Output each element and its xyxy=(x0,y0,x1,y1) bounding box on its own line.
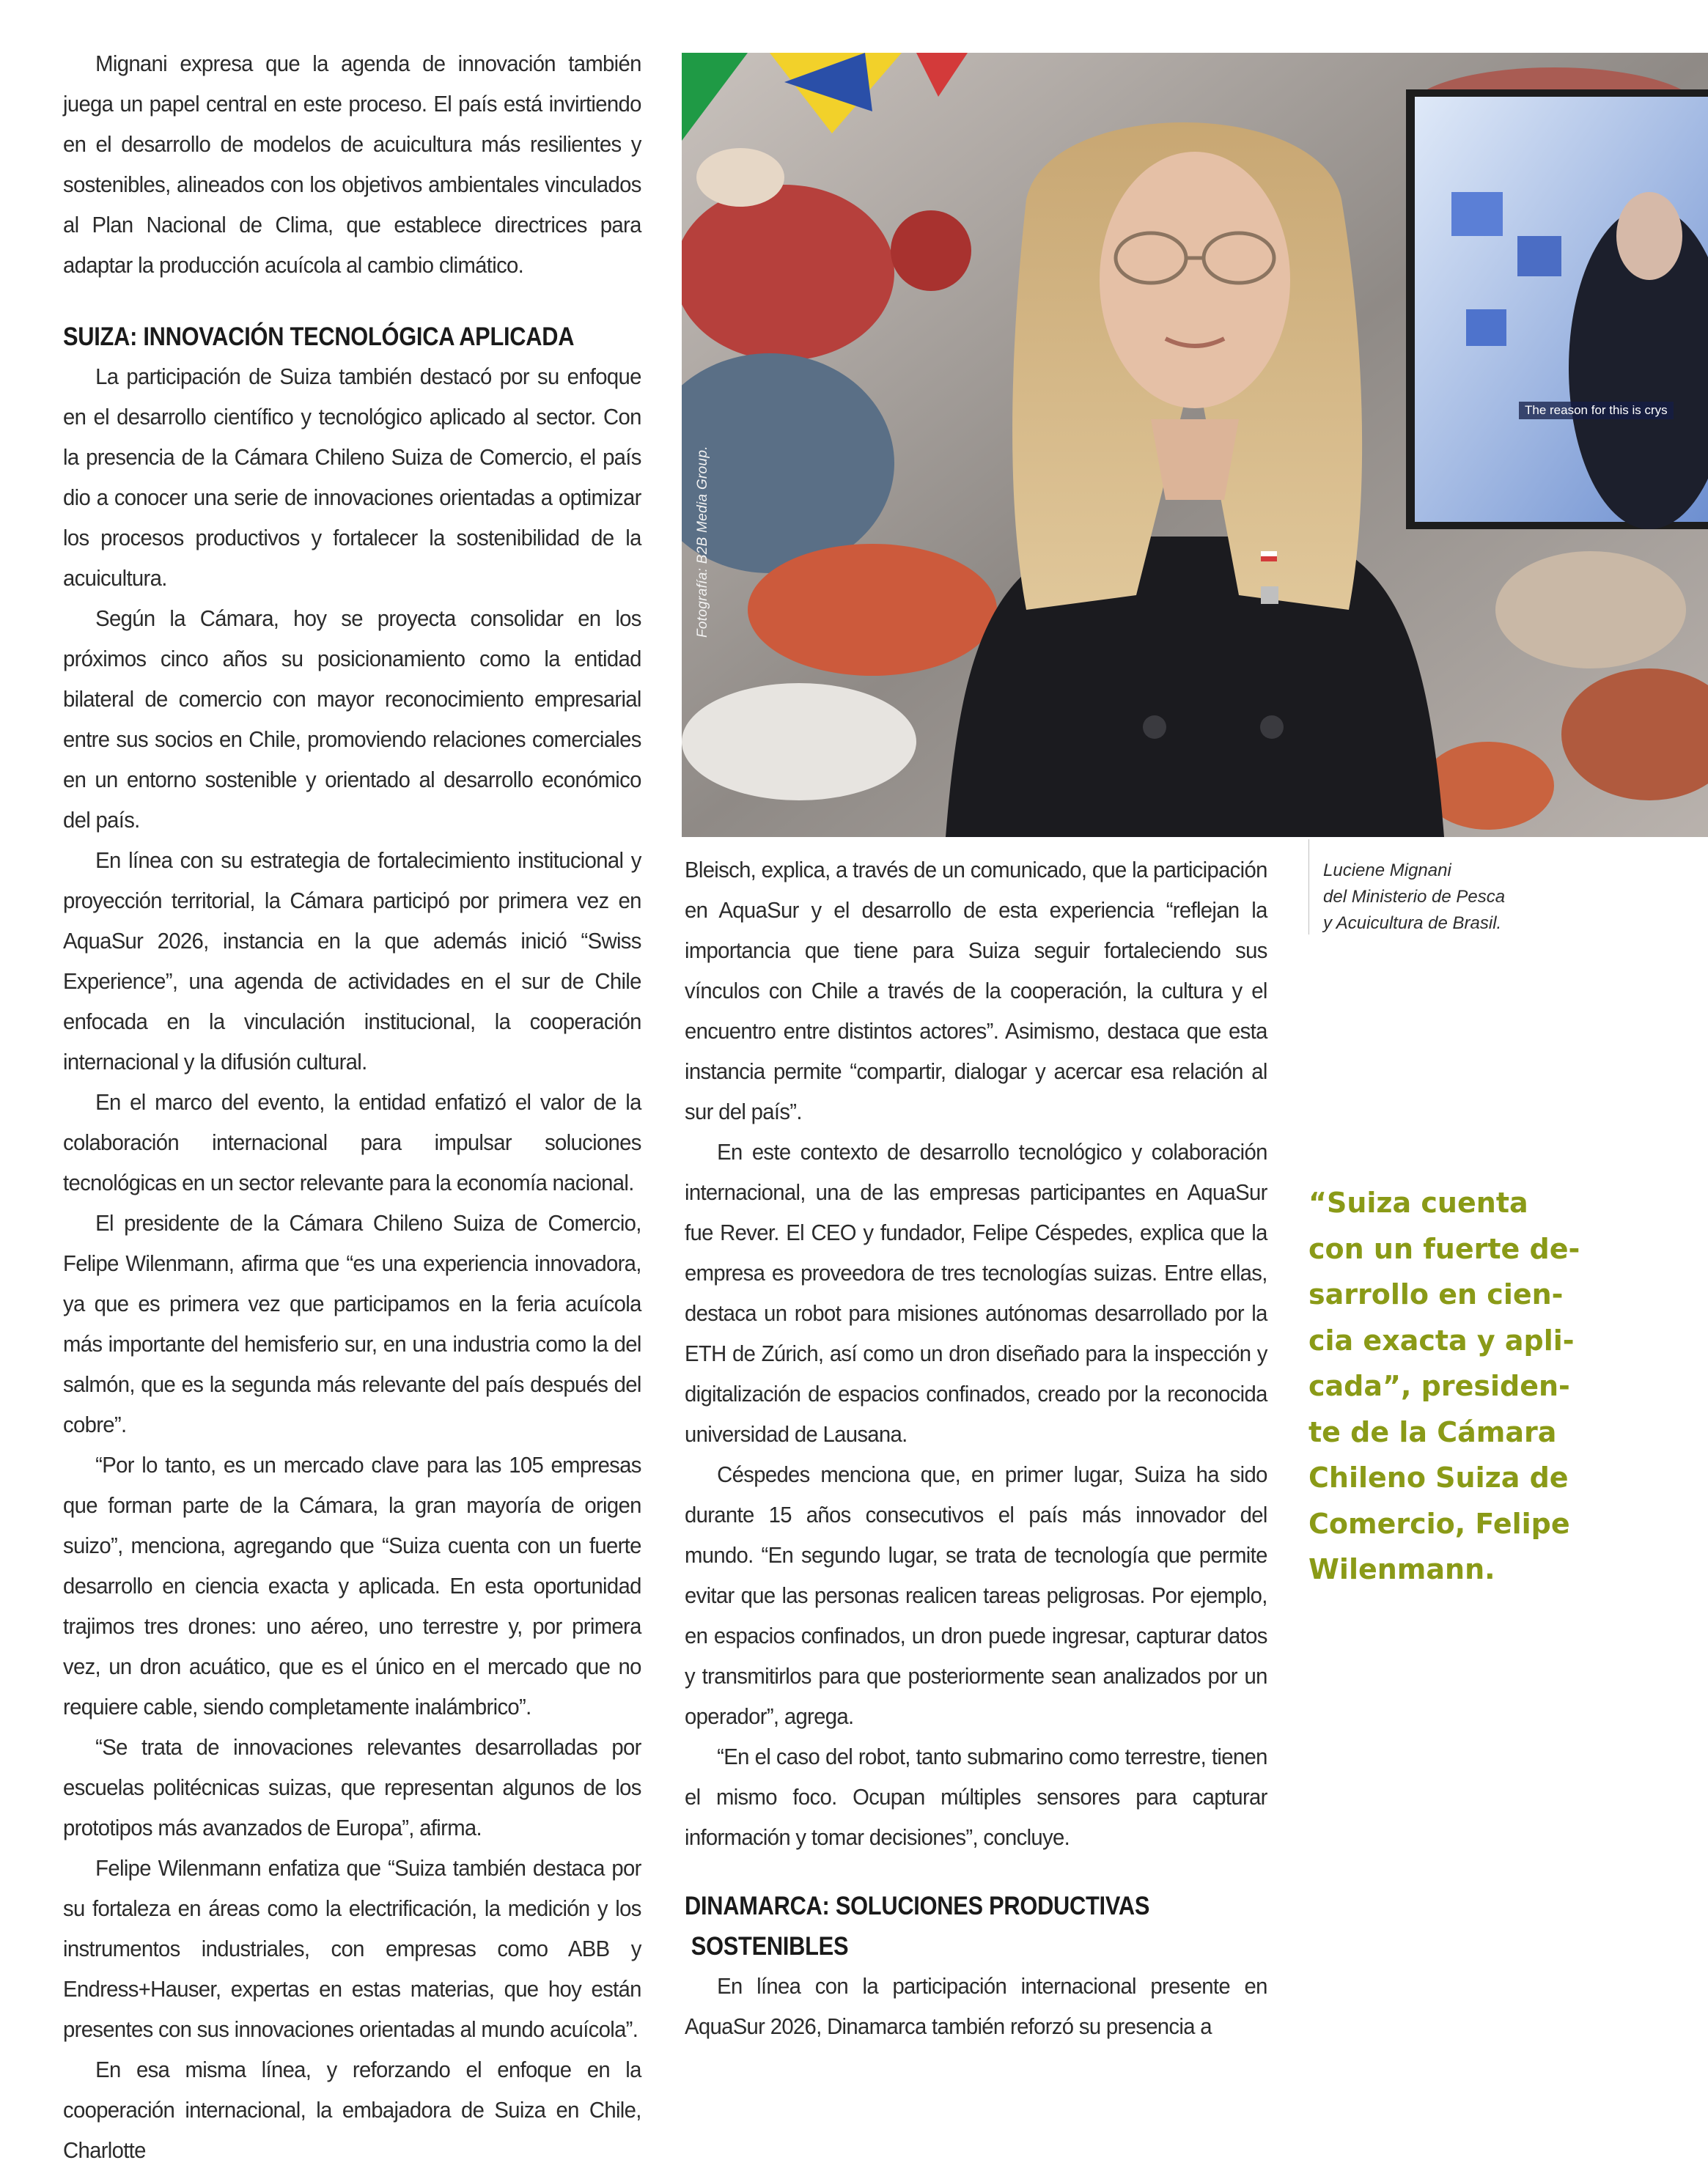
screen-subtitle: The reason for this is crys xyxy=(1519,402,1674,419)
paragraph: Bleisch, explica, a través de un comunicado, que la participación en AquaSur y el desarrollo de esta experiencia “reflejan la importancia que tiene para Suiza seguir fortaleciendo sus vínculos con Chile a través de la cooperación, la cultura y el encuentro entre distintos actores”. Asimismo, destaca que esta instancia permite “compartir, dialogar y acercar esa relación al sur del país”. xyxy=(685,858,1267,1124)
section-heading-dinamarca-line2: SOSTENIBLES xyxy=(691,1932,849,1961)
caption-divider xyxy=(1308,839,1309,935)
paragraph: En línea con la participación internacional presente en AquaSur 2026, Dinamarca también reforzó su presencia a xyxy=(685,1974,1267,2039)
paragraph: El presidente de la Cámara Chileno Suiza de Comercio, Felipe Wilenmann, afirma que “es una experiencia innovadora, ya que es primera vez que participamos en la feria acuícola más importante del hemisferio sur, en una industria como la del salmón, que es la segunda más relevante del país después del cobre”. xyxy=(63,1211,641,1437)
pull-quote xyxy=(1308,1180,1616,1593)
pull-quote-line: te de la Cámara xyxy=(1308,1415,1557,1448)
photo-credit: Fotografía: B2B Media Group. xyxy=(695,446,710,638)
caption-line: Luciene Mignani xyxy=(1323,860,1451,880)
paragraph: Céspedes menciona que, en primer lugar, Suiza ha sido durante 15 años consecutivos el país más innovador del mundo. “En segundo lugar, se trata de tecnología que permite evitar que las personas realicen tareas peligrosas. Por ejemplo, en espacios confinados, un dron puede ingresar, capturar datos y transmitirlos para que posteriormente sean analizados por un operador”, agrega. xyxy=(685,1462,1267,1729)
paragraph: Según la Cámara, hoy se proyecta consolidar en los próximos cinco años su posicionamiento como la entidad bilateral de comercio con mayor reconocimiento empresarial entre sus socios en Chile, promoviendo relaciones comerciales en un entorno sostenible y orientado al desarrollo económico del país. xyxy=(63,606,641,833)
pull-quote-line: con un fuerte de- xyxy=(1308,1232,1580,1265)
paragraph: Felipe Wilenmann enfatiza que “Suiza también destaca por su fortaleza en áreas como la electrificación, la medición y los instrumentos industriales, con empresas como ABB y Endress+Hauser, expertas en estas materias, que hoy están presentes con sus innovaciones orientadas al mundo acuícola”. xyxy=(63,1856,641,2042)
paragraph: En este contexto de desarrollo tecnológico y colaboración internacional, una de las empresas participantes en AquaSur fue Rever. El CEO y fundador, Felipe Céspedes, explica que la empresa es proveedora de tres tecnologías suizas. Entre ellas, destaca un robot para misiones autónomas desarrollado por la ETH de Zúrich, así como un dron diseñado para la inspección y digitalización de espacios confinados, creado por la reconocida universidad de Lausana. xyxy=(685,1140,1267,1447)
middle-column xyxy=(685,850,1268,2047)
pull-quote-line: cia exacta y apli- xyxy=(1308,1324,1575,1357)
paragraph: “En el caso del robot, tanto submarino como terrestre, tienen el mismo foco. Ocupan múltiples sensores para capturar información y tomar decisiones”, concluye. xyxy=(685,1744,1267,1850)
paragraph: En línea con su estrategia de fortalecimiento institucional y proyección territorial, la Cámara participó por primera vez en AquaSur 2026, instancia en la que además inició “Swiss Experience”, una agenda de actividades en el sur de Chile enfocada en la vinculación institucional, la cooperación internacional y la difusión cultural. xyxy=(63,848,641,1075)
paragraph: La participación de Suiza también destacó por su enfoque en el desarrollo científico y tecnológico aplicado al sector. Con la presencia de la Cámara Chileno Suiza de Comercio, el país dio a conocer una serie de innovaciones orientadas a optimizar los procesos productivos y fortalecer la sostenibilidad de la acuicultura. xyxy=(63,364,641,591)
pull-quote-line: Comercio, Felipe xyxy=(1308,1507,1570,1540)
paragraph: En el marco del evento, la entidad enfatizó el valor de la colaboración internacional para impulsar soluciones tecnológicas en un sector relevante para la economía nacional. xyxy=(63,1090,641,1195)
paragraph: En esa misma línea, y reforzando el enfoque en la cooperación internacional, la embajadora de Suiza en Chile, Charlotte xyxy=(63,2057,641,2163)
photo-illustration xyxy=(682,53,1708,837)
paragraph: Mignani expresa que la agenda de innovación también juega un papel central en este proceso. El país está invirtiendo en el desarrollo de modelos de acuicultura más resilientes y sostenibles, alineados con los objetivos ambientales vinculados al Plan Nacional de Clima, que establece directrices para adaptar la producción acuícola al cambio climático. xyxy=(63,51,641,278)
pull-quote-line: “Suiza cuenta xyxy=(1308,1187,1528,1219)
photo-caption xyxy=(1323,858,1587,937)
pull-quote-line: Chileno Suiza de xyxy=(1308,1462,1569,1494)
portrait-photo xyxy=(682,53,1708,837)
pull-quote-line: cada”, presiden- xyxy=(1308,1370,1570,1402)
pull-quote-line: sarrollo en cien- xyxy=(1308,1278,1564,1311)
section-heading-suiza: SUIZA: INNOVACIÓN TECNOLÓGICA APLICADA xyxy=(63,322,575,351)
pull-quote-line: Wilenmann. xyxy=(1308,1553,1495,1585)
caption-line: del Ministerio de Pesca xyxy=(1323,887,1506,907)
paragraph: “Por lo tanto, es un mercado clave para las 105 empresas que forman parte de la Cámara, la gran mayoría de origen suizo”, menciona, agregando que “Suiza cuenta con un fuerte desarrollo en ciencia exacta y aplicada. En esta oportunidad trajimos tres drones: uno aéreo, uno terrestre y, por primera vez, un dron acuático, que es el único en el mercado que no requiere cable, siendo completamente inalámbrico”. xyxy=(63,1453,641,1720)
section-heading-dinamarca: DINAMARCA: SOLUCIONES PRODUCTIVAS xyxy=(685,1892,1150,1920)
left-column xyxy=(63,44,642,2171)
caption-line: y Acuicultura de Brasil. xyxy=(1323,913,1502,933)
paragraph: “Se trata de innovaciones relevantes desarrolladas por escuelas politécnicas suizas, que representan algunos de los prototipos más avanzados de Europa”, afirma. xyxy=(63,1735,641,1840)
